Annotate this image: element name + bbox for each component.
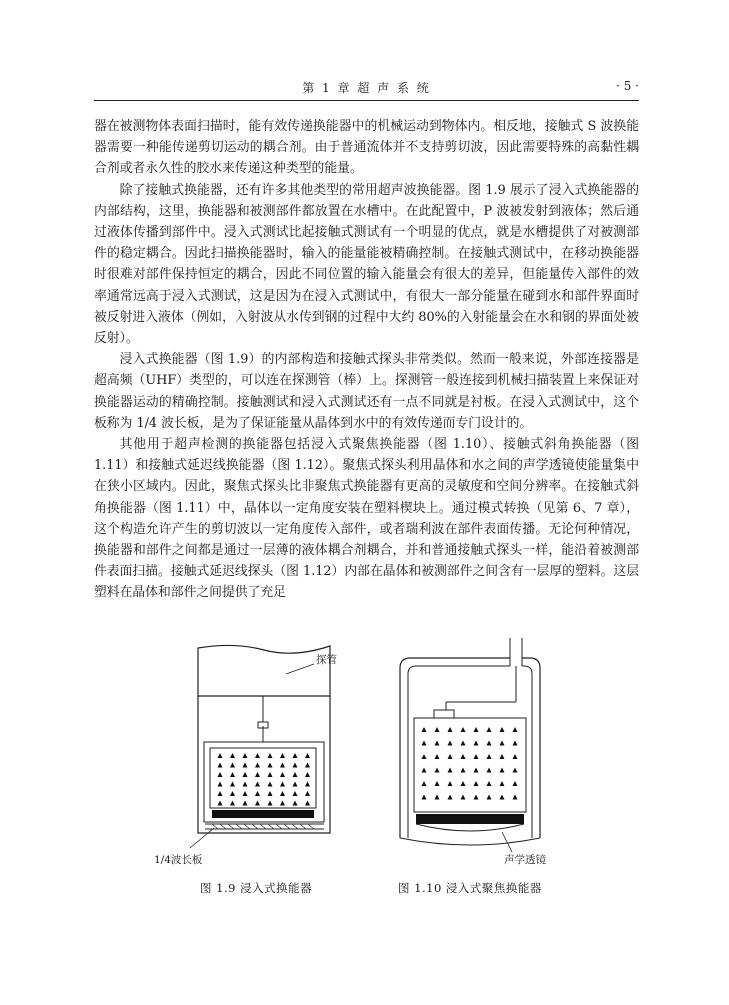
crystal-marker [230, 791, 235, 796]
crystal-marker [255, 753, 260, 758]
crystal-marker [448, 795, 453, 800]
crystal-marker [500, 727, 505, 732]
crystal-marker [461, 741, 466, 746]
crystal-marker [243, 801, 248, 806]
crystal-marker [474, 781, 479, 786]
crystal-marker [218, 791, 223, 796]
figure-1-9-caption: 图 1.9 浸入式换能器 [200, 881, 313, 895]
crystal-marker [293, 753, 298, 758]
crystal-marker [500, 741, 505, 746]
crystal-marker [487, 781, 492, 786]
crystal-marker [218, 753, 223, 758]
crystal-marker [474, 795, 479, 800]
crystal-marker [243, 763, 248, 768]
crystal-marker [305, 782, 310, 787]
crystal-marker [268, 763, 273, 768]
crystal-marker [487, 754, 492, 759]
label-quarter-wave-plate: 1/4波长板 [154, 854, 203, 866]
crystal-marker [422, 727, 427, 732]
crystal-marker [487, 795, 492, 800]
crystal-marker [448, 781, 453, 786]
crystal-marker [230, 763, 235, 768]
figure-1-9 [154, 638, 354, 898]
crystal-marker [255, 763, 260, 768]
header-rule [94, 100, 639, 101]
crystal-marker [500, 768, 505, 773]
crystal-marker [255, 801, 260, 806]
crystal-marker [293, 791, 298, 796]
crystal-marker [268, 782, 273, 787]
crystal-marker [500, 781, 505, 786]
crystal-marker [230, 753, 235, 758]
paragraph: 其他用于超声检测的换能器包括浸入式聚焦换能器（图 1.10）、接触式斜角换能器（图 1.11）和接触式延迟线换能器（图 1.12）。聚焦式探头利用晶体和水之间的声学透镜使能量集中在狭小区域内。因此，聚焦式探头比非聚焦式换能器有更高的灵敏度和空间分辨率。在接触式斜角换能器（图 1.11）中，晶体以一定角度安装在塑料楔块上。通过模式转换（见第 6、7 章），这个构造允许产生的剪切波以一定角度传入部件，或者瑞利波在部件表面传播。无论何种情况，换能器和部件之间都是通过一层薄的液体耦合剂耦合，并和普通接触式探头一样，能沿着被测部件表面扫描。接触式延迟线探头（图 1.12）内部在晶体和被测部件之间含有一层厚的塑料。这层塑料在晶体和部件之间提供了充足 [94, 437, 639, 601]
crystal-marker [435, 754, 440, 759]
paragraph: 除了接触式换能器，还有许多其他类型的常用超声波换能器。图 1.9 展示了浸入式换能器的内部结构，这里，换能器和被测部件都放置在水槽中。在此配置中，P 波被发射到液体；然后通过液体传播到部件中。浸入式测试比起接触式测试有一个明显的优点，就是水槽提供了对被测部件的稳定耦合。因此扫描换能器时，输入的能量能被精确控制。在接触式测试中，在移动换能器时很难对部件保持恒定的耦合，因此不同位置的输入能量会有很大的差异，但能量传入部件的效率通常远高于浸入式测试，这是因为在浸入式测试中，有很大一部分能量在碰到水和部件界面时被反射进入液体（例如，入射波从水传到钢的过程中大约 80%的入射能量会在水和钢的界面处被反射）。 [94, 182, 639, 347]
crystal-marker [461, 754, 466, 759]
crystal-marker [230, 782, 235, 787]
label-acoustic-lens: 声学透镜 [504, 854, 546, 866]
figure-area [94, 638, 639, 898]
crystal-marker [435, 741, 440, 746]
crystal-marker [422, 781, 427, 786]
crystal-marker [218, 772, 223, 777]
crystal-marker [422, 754, 427, 759]
crystal-marker [435, 781, 440, 786]
page-number: · 5 · [616, 79, 639, 93]
crystal-marker [280, 763, 285, 768]
crystal-marker [448, 727, 453, 732]
crystal-marker [268, 772, 273, 777]
crystal-marker [293, 772, 298, 777]
crystal-marker [422, 741, 427, 746]
crystal-marker [513, 768, 518, 773]
crystal-marker [474, 768, 479, 773]
crystal-marker [435, 727, 440, 732]
crystal-marker [513, 727, 518, 732]
crystal-marker [448, 754, 453, 759]
crystal-marker [268, 791, 273, 796]
crystal-marker [513, 754, 518, 759]
crystal-marker [448, 768, 453, 773]
crystal-marker [500, 754, 505, 759]
crystal-marker [230, 801, 235, 806]
crystal-marker [422, 768, 427, 773]
crystal-marker [305, 763, 310, 768]
crystal-marker [474, 754, 479, 759]
figure-1-10-caption: 图 1.10 浸入式聚焦换能器 [398, 881, 542, 895]
focused-transducer-diagram [390, 638, 590, 853]
crystal-marker [513, 741, 518, 746]
crystal-marker [305, 753, 310, 758]
paragraph: 浸入式换能器（图 1.9）的内部构造和接触式探头非常类似。然而一般来说，外部连接器是超高频（UHF）类型的，可以连在探测管（棒）上。探测管一般连接到机械扫描装置上来保证对换能器运动的精确控制。接触测试和浸入式测试还有一点不同就是衬板。在浸入式测试中，这个板称为 1/4 波长板，是为了保证能量从晶体到水中的有效传递而专门设计的。 [94, 352, 639, 431]
figure-1-10 [390, 638, 590, 898]
crystal-marker [280, 782, 285, 787]
crystal-marker [243, 753, 248, 758]
crystal-marker [487, 741, 492, 746]
crystal-marker [487, 768, 492, 773]
crystal-marker [422, 795, 427, 800]
immersion-transducer-diagram [154, 638, 354, 853]
crystal-marker [461, 727, 466, 732]
crystal-marker [293, 782, 298, 787]
crystal-marker [305, 791, 310, 796]
crystal-marker [280, 791, 285, 796]
crystal-marker [487, 727, 492, 732]
crystal-marker [280, 801, 285, 806]
crystal-marker [218, 782, 223, 787]
chapter-title: 第 1 章 超 声 系 统 [302, 81, 431, 95]
crystal-marker [500, 795, 505, 800]
crystal-marker [243, 772, 248, 777]
paragraph: 器在被测物体表面扫描时，能有效传递换能器中的机械运动到物体内。相反地，接触式 S 波换能器需要一种能传递剪切运动的耦合剂。由于普通流体并不支持剪切波，因此需要特殊的高黏性耦合剂或者永久性的胶水来传递这种类型的能量。 [94, 119, 639, 177]
crystal-marker [280, 753, 285, 758]
crystal-marker [255, 772, 260, 777]
crystal-marker [280, 772, 285, 777]
crystal-marker [461, 768, 466, 773]
crystal-marker [435, 795, 440, 800]
crystal-marker [305, 772, 310, 777]
crystal-marker [243, 791, 248, 796]
page-header [94, 76, 639, 96]
crystal-marker [513, 795, 518, 800]
crystal-marker [293, 763, 298, 768]
crystal-marker [268, 801, 273, 806]
crystal-marker [474, 741, 479, 746]
crystal-marker [255, 791, 260, 796]
label-probe-tube: 探管 [316, 654, 337, 666]
crystal-marker [230, 772, 235, 777]
crystal-marker [474, 727, 479, 732]
crystal-marker [513, 781, 518, 786]
crystal-marker [243, 782, 248, 787]
crystal-marker [461, 781, 466, 786]
crystal-marker [218, 801, 223, 806]
crystal-marker [255, 782, 260, 787]
crystal-marker [268, 753, 273, 758]
crystal-marker [305, 801, 310, 806]
crystal-marker [461, 795, 466, 800]
crystal-marker [435, 768, 440, 773]
crystal-marker [448, 741, 453, 746]
body-text [94, 116, 639, 604]
crystal-marker [293, 801, 298, 806]
crystal-marker [218, 763, 223, 768]
